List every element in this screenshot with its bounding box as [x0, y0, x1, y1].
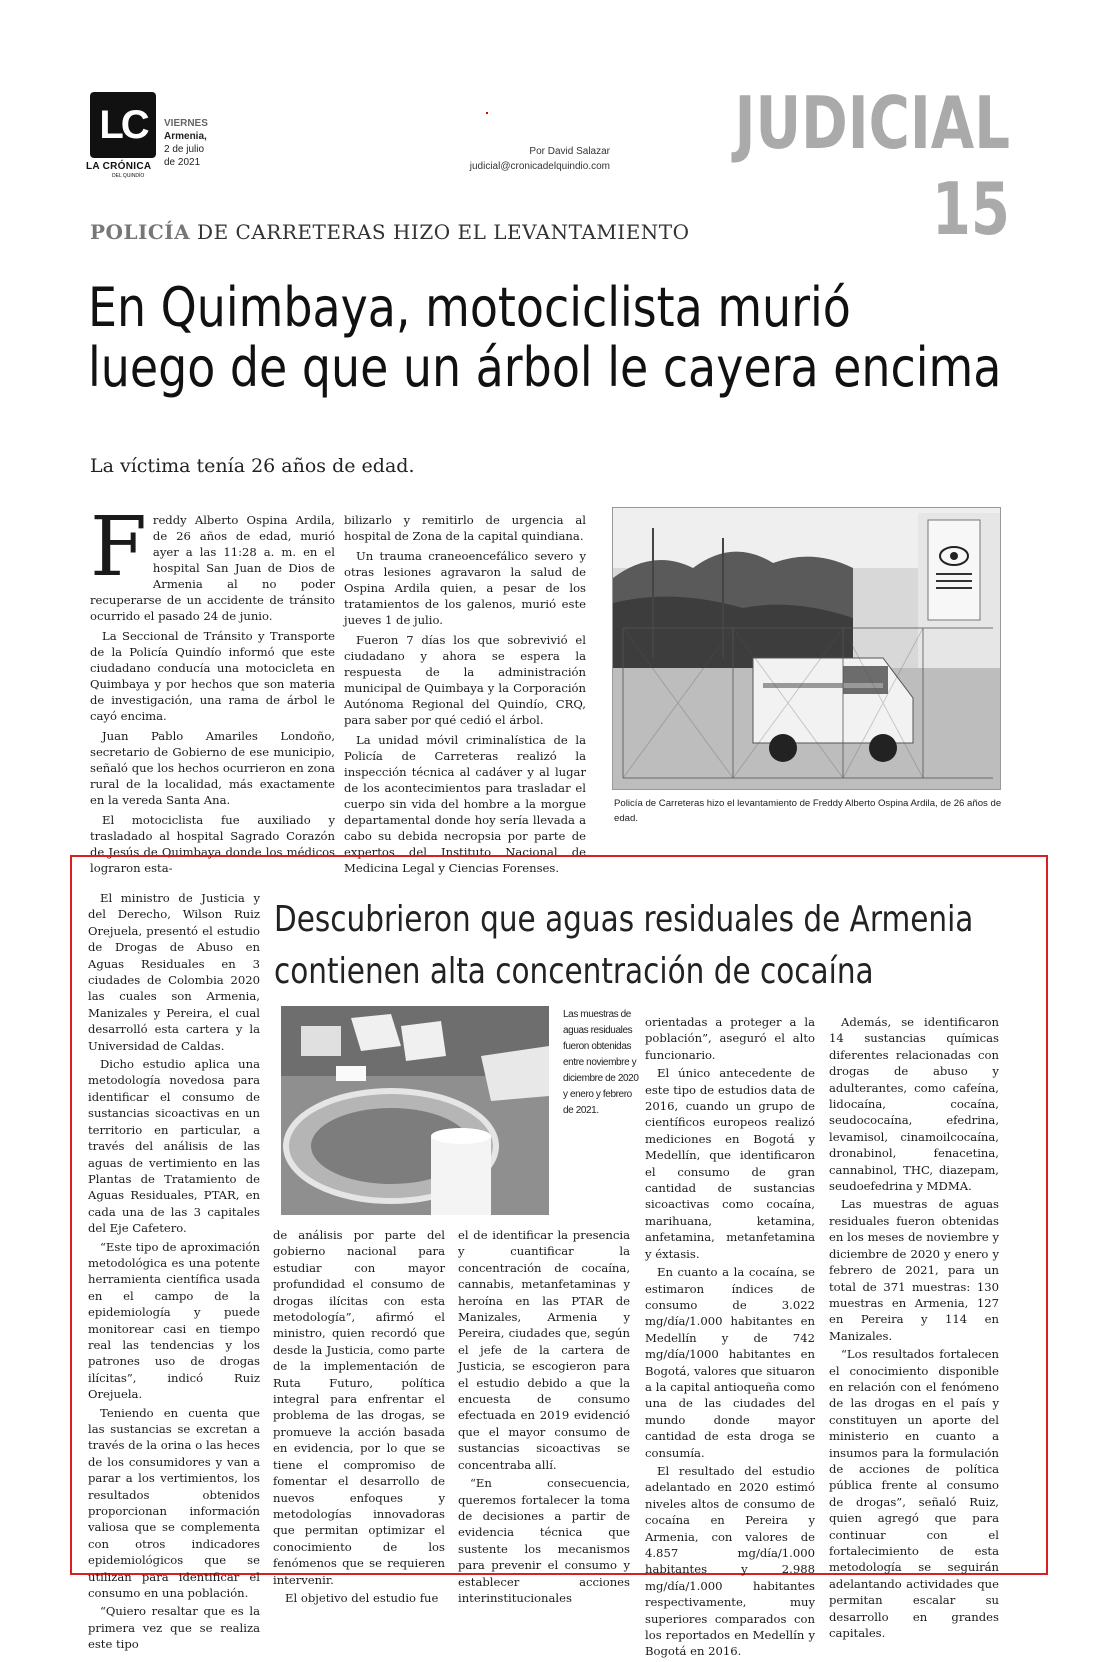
page-number: 15 — [931, 167, 1010, 251]
headline-line2: luego de que un árbol le cayera encima — [88, 336, 1002, 399]
paragraph: El motociclista fue auxiliado y trasladado al hospital Sagrado Corazón de Jesús de Quimbaya donde los médicos lograron esta- — [90, 813, 335, 875]
paragraph: Teniendo en cuenta que las sustancias se excretan a través de la orina o las heces de los consumidores y van a parar a los vertimientos, los resultados obtenidos proporcionan información valiosa que se complementa con otros indicadores epidemiológicos que se utilizan para identificar el consumo en una población. — [88, 1405, 260, 1601]
paragraph: Fueron 7 días los que sobrevivió el ciudadano y ahora se espera la respuesta de la administración municipal de Quimbaya y la Corporación Autónoma Regional del Quindío, CRQ, para saber por qué cedió el árbol. — [344, 633, 586, 727]
paragraph: El ministro de Justicia y del Derecho, Wilson Ruiz Orejuela, presentó el estudio de Drogas de Abuso en Aguas Residuales en 3 ciudades de Colombia 2020 las cuales son Armenia, Manizales y Pereira, el cual desarrolló esta cartera y la Universidad de Caldas. — [88, 891, 260, 1053]
article1-kicker — [90, 220, 690, 244]
article1-photo — [612, 507, 1001, 790]
headline-line1: Descubrieron que aguas residuales de Armenia — [274, 899, 974, 940]
paragraph: Juan Pablo Amariles Londoño, secretario de Gobierno de ese municipio, señaló que los hechos ocurrieron en zona rural de la localidad, más exactamente en la vereda Santa Ana. — [90, 729, 335, 807]
headline-line1: En Quimbaya, motociclista murió — [88, 276, 851, 339]
article2-photo-caption: Las muestras de aguas residuales fueron obtenidas entre noviembre y diciembre de 2020 y enero y febrero de 2021. — [563, 1009, 639, 1116]
article2-column-4 — [645, 1014, 815, 1662]
paragraph: La unidad móvil criminalística de la Policía de Carreteras realizó la inspección técnica al cadáver y al lugar de los acontecimientos para trasladar el cuerpo sin vida del hombre a la morgue departamental donde hoy sería llevada a cabo su debida necropsia por parte de expertos del Instituto Nacional de Medicina Legal y Ciencias Forenses. — [344, 733, 586, 875]
drop-cap: F — [90, 500, 147, 595]
paragraph: El resultado del estudio adelantado en 2020 estimó niveles altos de consumo de cocaína en Pereira y Armenia, con valores de 4.857 mg/día/1.000 habitantes y 2.988 mg/día/1.000 habitantes respectivamente, muy superiores comparados con los reportados en Medellín y Bogotá en 2016. — [645, 1463, 815, 1659]
paragraph: Un trauma craneoencefálico severo y otras lesiones agravaron la salud de Ospina Ardila quien, a pesar de los tratamientos de los galenos, murió este jueves 1 de julio. — [344, 549, 586, 627]
paragraph: En cuanto a la cocaína, se estimaron índices de consumo de 3.022 mg/día/1.000 habitantes en Medellín y de 742 mg/día/1000 habitantes en Bogotá, valores que situaron a la capital antioqueña como una de las ciudades del mundo donde mayor cantidad de esta droga se consumía. — [645, 1265, 815, 1460]
paragraph: Además, se identificaron 14 sustancias químicas diferentes relacionadas con drogas de abuso y adulterantes, como cafeína, lidocaína, cocaína, seudococaína, efedrina, levamisol, cinamoilcocaína, dronabinol, fenacetina, cannabinol, THC, diazepam, seudoefedrina y MDMA. — [829, 1015, 999, 1194]
paragraph: de análisis por parte del gobierno nacional para estudiar con mayor profundidad el consumo de drogas ilícitas con esta metodología”, afirmó el ministro, quien recordó que desde la Justicia, como parte de la implementación de Ruta Futuro, política integral para enfrentar el problema de las drogas, se promueve la acción basada en evidencia, por lo que se tiene el compromiso de fomentar el desarrollo de nuevos enfoques y metodologías innovadoras que permitan optimizar el conocimiento de los fenómenos que se requieren intervenir. — [273, 1228, 445, 1587]
section-title — [714, 80, 1010, 252]
article2-photo — [281, 1006, 549, 1215]
article2-headline — [274, 894, 996, 998]
kicker-rest: DE CARRETERAS HIZO EL LEVANTAMIENTO — [190, 220, 690, 244]
issue-date — [164, 117, 208, 169]
author-email: judicial@cronicadelquindio.com — [469, 161, 610, 172]
paragraph: El único antecedente de este tipo de estudios data de 2016, cuando un grupo de científicos europeos realizó mediciones en Bogotá y Medellín, que identificaron el consumo de gran cantidad de sustancias sicoactivas como cocaína, marihuana, ketamina, anfetamina, metanfetamina y éxtasis. — [645, 1066, 815, 1261]
article2-column-5 — [829, 1014, 999, 1643]
paragraph: “En consecuencia, queremos fortalecer la toma de decisiones a partir de evidencia técnica que sustente los mecanismos para prevenir el consumo y establecer acciones interinstitucionales — [458, 1476, 630, 1605]
paragraph: “Quiero resaltar que es la primera vez que se realiza este tipo — [88, 1604, 260, 1652]
newspaper-name: LA CRÓNICA — [86, 161, 152, 172]
paragraph: Dicho estudio aplica una metodología novedosa para identificar el consumo de sustancias sicoactivas en un territorio en particular, a través del análisis de las aguas de vertimiento en las Plantas de Tratamiento de Aguas Residuales, PTAR, en cada una de las 3 capitales del Eje Cafetero. — [88, 1057, 260, 1236]
article2-column-1 — [88, 890, 260, 1655]
newspaper-logo: LC — [90, 92, 156, 158]
section-name: JUDICIAL — [734, 81, 1010, 165]
headline-line2: contienen alta concentración de cocaína — [274, 951, 874, 992]
article1-column-2 — [344, 512, 586, 880]
kicker-bold: POLICÍA — [90, 220, 191, 244]
issue-city: Armenia, — [164, 131, 207, 142]
issue-date-line1: 2 de julio — [164, 144, 205, 155]
ambulance-photo — [613, 508, 1001, 790]
paragraph: “Este tipo de aproximación metodológica es una potente herramienta científica usada en el campo de la epidemiología y puede monitorear casi en tiempo real las tendencias y los patrones uso de drogas ilícitas”, indicó Ruiz Orejuela. — [88, 1239, 260, 1402]
paragraph: bilizarlo y remitirlo de urgencia al hospital de Zona de la capital quindiana. — [344, 513, 586, 543]
byline — [440, 144, 610, 174]
newspaper-subname: DEL QUINDÍO — [112, 173, 145, 179]
treatment-plant-photo — [281, 1006, 549, 1215]
paragraph: La Seccional de Tránsito y Transporte de la Policía Quindío informó que este ciudadano conducía una motocicleta en Quimbaya y por hechos que son materia de investigación, una rama de árbol le cayó encima. — [90, 629, 335, 723]
article1-subhead: La víctima tenía 26 años de edad. — [90, 455, 415, 477]
issue-date-line2: de 2021 — [164, 157, 201, 168]
paragraph: El objetivo del estudio fue — [285, 1590, 439, 1605]
paragraph: el de identificar la presencia y cuantificar la concentración de cocaína, cannabis, metanfetaminas y heroína en las PTAR de Manizales, Armenia y Pereira, ciudades que, según el jefe de la cartera de Justicia, se escogieron para el estudio debido a que la encuesta de consumo efectuada en 2019 evidenció que el mayor consumo de sustancias sicoactivas se concentraba allí. — [458, 1228, 630, 1472]
article1-headline — [88, 278, 1023, 398]
paragraph: Las muestras de aguas residuales fueron obtenidas en los meses de noviembre y diciembre de 2020 y enero y febrero de 2021, para un total de 371 muestras: 130 muestras en Armenia, 127 en Pereira y 114 en Manizales. — [829, 1197, 999, 1343]
lead-text: reddy Alberto Ospina Ardila, de 26 años de edad, murió ayer a las 11:28 a. m. en el hospital San Juan de Dios de Armenia al no poder recuperarse de un accidente de tránsito ocurrido el pasado 24 de junio. — [90, 513, 335, 623]
article1-lead-paragraph — [90, 500, 335, 624]
article2-column-3 — [458, 1227, 630, 1608]
author: Por David Salazar — [529, 146, 610, 157]
red-dot — [486, 112, 488, 114]
article1-photo-caption: Policía de Carreteras hizo el levantamiento de Freddy Alberto Ospina Ardila, de 26 años de edad. — [614, 798, 1002, 824]
article1-column-1 — [90, 500, 335, 880]
paragraph: orientadas a proteger a la población”, aseguró el alto funcionario. — [645, 1015, 815, 1062]
article2-column-2 — [273, 1227, 445, 1608]
issue-day: VIERNES — [164, 118, 208, 129]
paragraph: “Los resultados fortalecen el conocimiento disponible en relación con el fenómeno de las drogas en el país y constituyen un aporte del ministerio en cuanto a insumos para la formulación de acciones de política pública frente al consumo de drogas”, señaló Ruiz, quien agregó que para continuar con el fortalecimiento de esta metodología se seguirán adelantando actividades que permitan escalar su desarrollo en grandes capitales. — [829, 1347, 999, 1641]
